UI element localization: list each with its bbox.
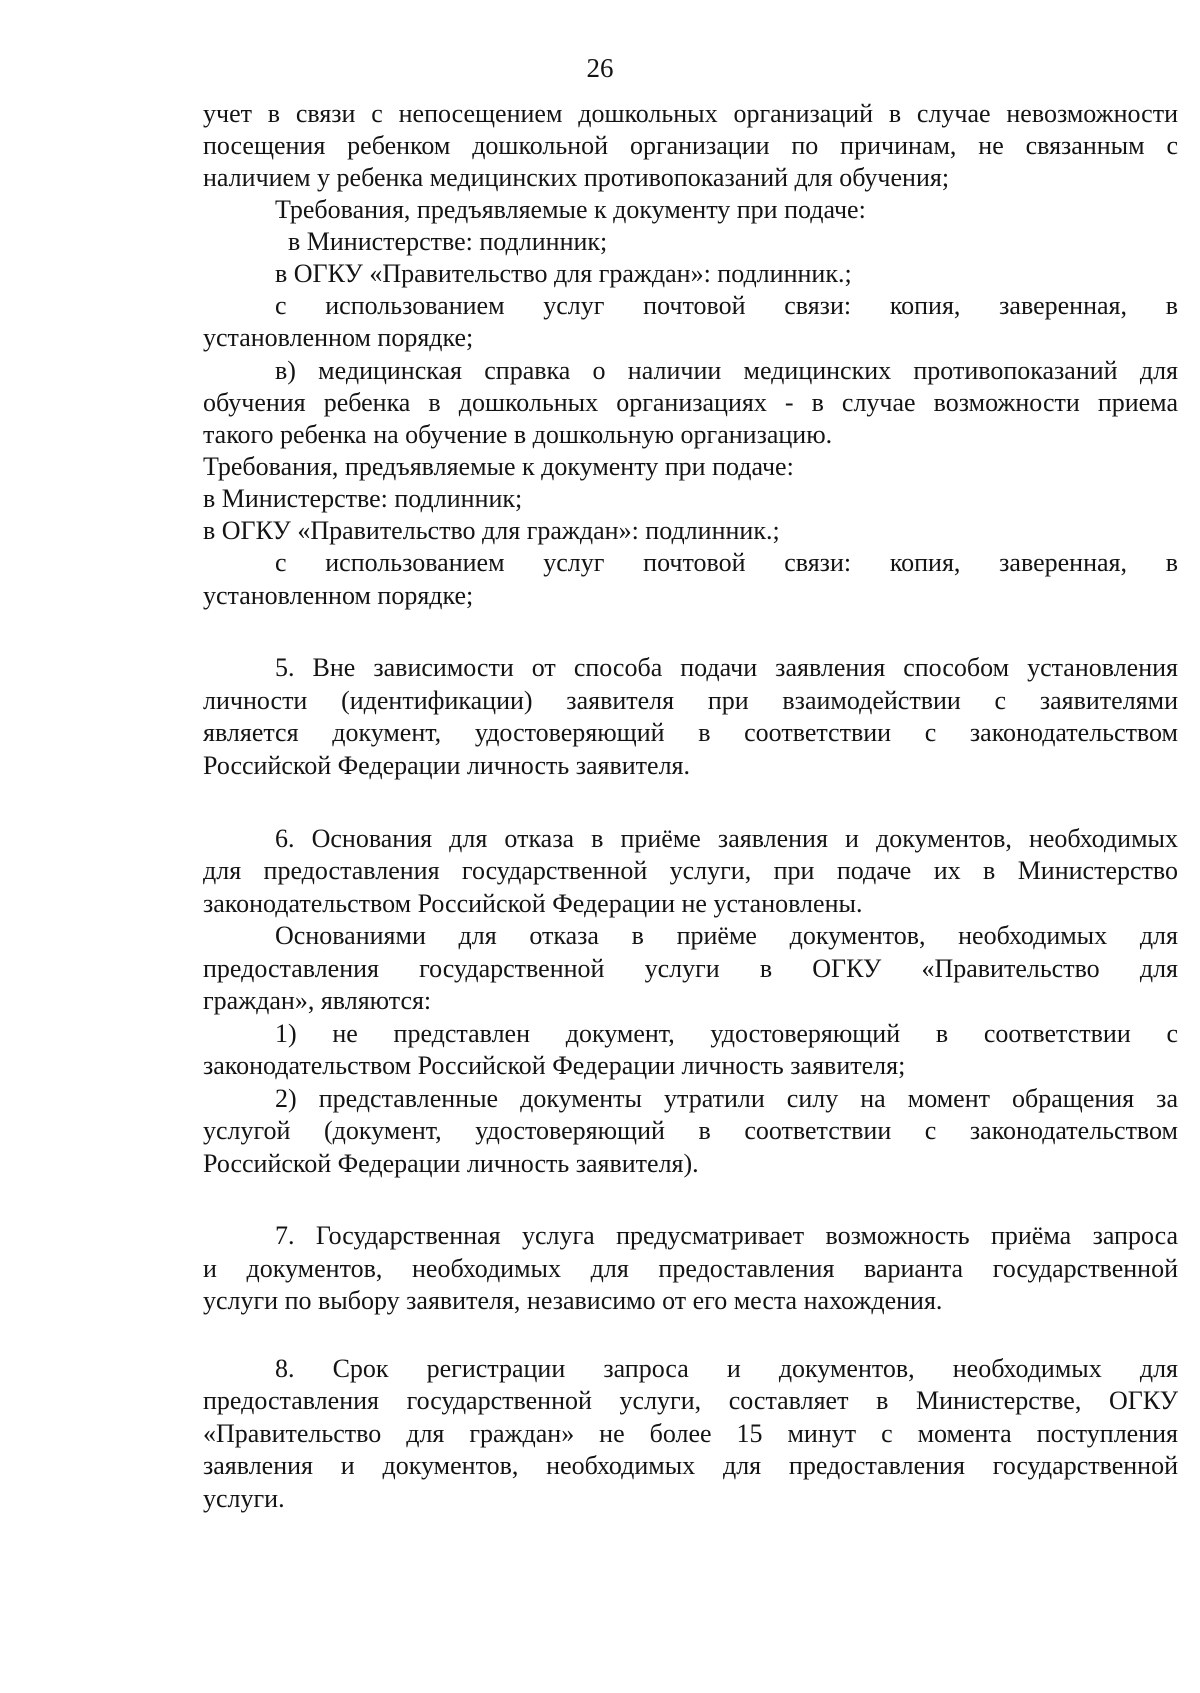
text-line: услугой (документ, удостоверяющий в соответствии с законодательством bbox=[203, 1116, 1178, 1145]
text-line: и документов, необходимых для предоставления варианта государственной bbox=[203, 1254, 1178, 1283]
text-line: является документ, удостоверяющий в соответствии с законодательством bbox=[203, 718, 1178, 747]
text-line: обучения ребенка в дошкольных организациях - в случае возможности приема bbox=[203, 388, 1178, 417]
text-line: Требования, предъявляемые к документу при подаче: bbox=[275, 195, 866, 224]
text-line: 5. Вне зависимости от способа подачи заявления способом установления bbox=[275, 653, 1178, 682]
text-line: в Министерстве: подлинник; bbox=[203, 484, 523, 513]
text-line: для предоставления государственной услуги, при подаче их в Министерство bbox=[203, 856, 1178, 885]
text-line: в ОГКУ «Правительство для граждан»: подлинник.; bbox=[275, 259, 852, 288]
text-line: учет в связи с непосещением дошкольных организаций в случае невозможности bbox=[203, 99, 1178, 128]
text-line: Основаниями для отказа в приёме документов, необходимых для bbox=[275, 921, 1178, 950]
text-line: наличием у ребенка медицинских противопоказаний для обучения; bbox=[203, 163, 950, 192]
text-line: Требования, предъявляемые к документу при подаче: bbox=[203, 452, 794, 481]
text-line: такого ребенка на обучение в дошкольную организацию. bbox=[203, 420, 833, 449]
text-line: Российской Федерации личность заявителя). bbox=[203, 1149, 699, 1178]
text-line: установленном порядке; bbox=[203, 581, 474, 610]
text-line: в) медицинская справка о наличии медицинских противопоказаний для bbox=[275, 356, 1178, 385]
text-line: граждан», являются: bbox=[203, 986, 432, 1015]
text-line: 8. Срок регистрации запроса и документов, необходимых для bbox=[275, 1354, 1178, 1383]
text-line: 6. Основания для отказа в приёме заявления и документов, необходимых bbox=[275, 824, 1178, 853]
text-line: личности (идентификации) заявителя при взаимодействии с заявителями bbox=[203, 686, 1178, 715]
text-line: с использованием услуг почтовой связи: копия, заверенная, в bbox=[275, 548, 1178, 577]
text-line: Российской Федерации личность заявителя. bbox=[203, 751, 691, 780]
text-line: «Правительство для граждан» не более 15 минут с момента поступления bbox=[203, 1419, 1178, 1448]
text-line: в Министерстве: подлинник; bbox=[288, 227, 608, 256]
text-line: с использованием услуг почтовой связи: копия, заверенная, в bbox=[275, 291, 1178, 320]
text-line: заявления и документов, необходимых для предоставления государственной bbox=[203, 1451, 1178, 1480]
text-line: в ОГКУ «Правительство для граждан»: подлинник.; bbox=[203, 516, 780, 545]
text-line: посещения ребенком дошкольной организации по причинам, не связанным с bbox=[203, 131, 1178, 160]
text-line: услуги. bbox=[203, 1484, 285, 1513]
text-line: 2) представленные документы утратили силу на момент обращения за bbox=[275, 1084, 1178, 1113]
page-number: 26 bbox=[586, 53, 614, 83]
text-line: законодательством Российской Федерации не установлены. bbox=[203, 889, 863, 918]
text-line: 1) не представлен документ, удостоверяющий в соответствии с bbox=[275, 1019, 1178, 1048]
text-line: законодательством Российской Федерации личность заявителя; bbox=[203, 1051, 906, 1080]
text-line: предоставления государственной услуги в ОГКУ «Правительство для bbox=[203, 954, 1178, 983]
text-line: предоставления государственной услуги, составляет в Министерстве, ОГКУ bbox=[203, 1386, 1178, 1415]
text-line: услуги по выбору заявителя, независимо от его места нахождения. bbox=[203, 1286, 943, 1315]
text-line: 7. Государственная услуга предусматривает возможность приёма запроса bbox=[275, 1221, 1178, 1250]
text-line: установленном порядке; bbox=[203, 323, 474, 352]
